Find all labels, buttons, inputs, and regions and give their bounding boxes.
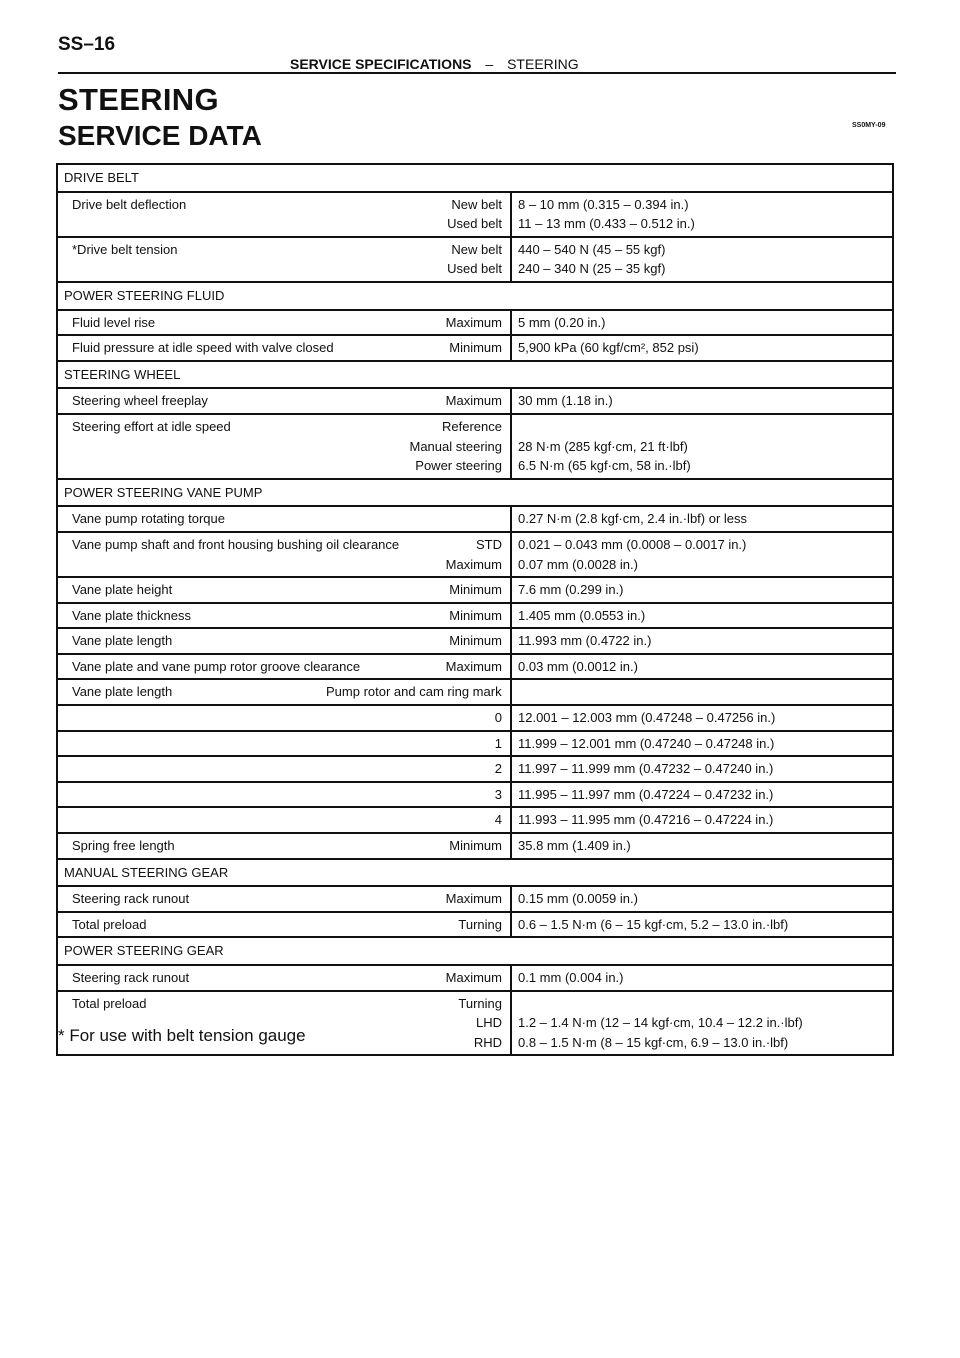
spec-condition: New belt [451, 241, 502, 257]
section-title: STEERING WHEEL [57, 361, 893, 389]
spec-value-cell [511, 991, 893, 1056]
service-data-table [56, 163, 894, 1056]
spec-condition: Minimum [449, 838, 502, 854]
table-row [57, 756, 893, 782]
spec-label: Total preload [72, 916, 147, 932]
spec-value: 11 – 13 mm (0.433 – 0.512 in.) [518, 216, 695, 232]
table-row [57, 807, 893, 833]
spec-label-cell [57, 912, 511, 938]
section-header-row [57, 479, 893, 507]
spec-sublabel: Pump rotor and cam ring mark [326, 684, 502, 700]
spec-value-cell [511, 310, 893, 336]
spec-value-cell [511, 965, 893, 991]
spec-label-cell [57, 577, 511, 603]
spec-condition: Maximum [445, 970, 502, 985]
section-title: POWER STEERING FLUID [57, 282, 893, 310]
spec-value: 7.6 mm (0.299 in.) [518, 582, 624, 598]
spec-value-cell [511, 807, 893, 833]
spec-condition: Maximum [445, 891, 502, 907]
table-row [57, 965, 893, 991]
spec-value: 0.07 mm (0.0028 in.) [518, 556, 638, 572]
spec-condition: Used belt [447, 216, 502, 232]
table-row [57, 414, 893, 479]
spec-value-cell [511, 335, 893, 361]
spec-label: Vane pump shaft and front housing bushing oil clearance [72, 536, 400, 552]
table-row [57, 628, 893, 654]
table-row [57, 192, 893, 237]
spec-value: 0.1 mm (0.004 in.) [518, 970, 624, 985]
section-header-row [57, 937, 893, 965]
spec-value: 0.021 – 0.043 mm (0.0008 – 0.0017 in.) [518, 536, 747, 552]
page-subtitle: SERVICE DATA [58, 120, 262, 151]
spec-value: 0.6 – 1.5 N·m (6 – 15 kgf·cm, 5.2 – 13.0 in.·lbf) [518, 916, 789, 932]
spec-condition: Power steering [415, 458, 502, 474]
table-row [57, 335, 893, 361]
spec-condition: STD [476, 536, 502, 552]
spec-label-cell [57, 603, 511, 629]
spec-label: Fluid pressure at idle speed with valve closed [72, 340, 334, 356]
section-title: POWER STEERING VANE PUMP [57, 479, 893, 507]
table-row [57, 705, 893, 731]
spec-value-cell [511, 833, 893, 859]
spec-label: Total preload [72, 995, 147, 1011]
table-row [57, 603, 893, 629]
section-title: POWER STEERING GEAR [57, 937, 893, 965]
spec-value-cell [511, 912, 893, 938]
spec-value: 240 – 340 N (25 – 35 kgf) [518, 261, 666, 277]
spec-value: 12.001 – 12.003 mm (0.47248 – 0.47256 in.) [518, 710, 776, 726]
spec-value: 11.997 – 11.999 mm (0.47232 – 0.47240 in.) [518, 761, 774, 777]
spec-label: Vane plate thickness [72, 607, 191, 623]
spec-value-cell [511, 388, 893, 414]
spec-label-cell [57, 807, 511, 833]
spec-value: 8 – 10 mm (0.315 – 0.394 in.) [518, 196, 689, 212]
table-row [57, 679, 893, 705]
section-header-row [57, 282, 893, 310]
table-row [57, 310, 893, 336]
table-row [57, 506, 893, 532]
spec-value: 0.03 mm (0.0012 in.) [518, 658, 638, 674]
page-title: STEERING [58, 82, 219, 117]
spec-label-cell [57, 414, 511, 479]
spec-label-cell [57, 654, 511, 680]
spec-value-cell [511, 756, 893, 782]
spec-value-cell [511, 654, 893, 680]
spec-value: 35.8 mm (1.409 in.) [518, 838, 631, 854]
header-topic: STEERING [507, 56, 579, 72]
table-row [57, 654, 893, 680]
spec-condition: Reference [442, 418, 502, 434]
running-header [290, 56, 579, 72]
spec-value: 1.405 mm (0.0553 in.) [518, 607, 646, 623]
spec-label: Steering rack runout [72, 891, 190, 907]
section-header-row [57, 164, 893, 192]
spec-value-cell [511, 237, 893, 282]
spec-value: 11.993 mm (0.4722 in.) [518, 633, 652, 649]
spec-value: 0.27 N·m (2.8 kgf·cm, 2.4 in.·lbf) or less [518, 511, 748, 527]
section-title: DRIVE BELT [57, 164, 893, 192]
spec-label: Steering rack runout [72, 970, 190, 985]
spec-condition: Maximum [445, 393, 502, 409]
spec-condition: New belt [451, 196, 502, 212]
document-code: SS0MY-09 [852, 122, 886, 129]
spec-label-cell [57, 388, 511, 414]
spec-label-cell [57, 886, 511, 912]
header-rule [58, 72, 896, 74]
spec-label-cell [57, 782, 511, 808]
spec-value: 440 – 540 N (45 – 55 kgf) [518, 241, 666, 257]
spec-label-cell [57, 532, 511, 577]
spec-label: Vane plate length [72, 684, 173, 700]
spec-condition: Minimum [449, 582, 502, 598]
spec-value: 0.8 – 1.5 N·m (8 – 15 kgf·cm, 6.9 – 13.0 in.·lbf) [518, 1034, 789, 1050]
page-number: SS–16 [58, 34, 116, 55]
spec-value-cell [511, 731, 893, 757]
spec-label-cell [57, 833, 511, 859]
section-title: MANUAL STEERING GEAR [57, 859, 893, 887]
spec-label-cell [57, 731, 511, 757]
table-row [57, 782, 893, 808]
spec-label-cell [57, 310, 511, 336]
header-section: SERVICE SPECIFICATIONS [290, 56, 472, 72]
spec-value: 11.999 – 12.001 mm (0.47240 – 0.47248 in.) [518, 735, 775, 751]
header-separator: – [485, 56, 494, 72]
spec-condition: 4 [494, 812, 502, 828]
table-row [57, 388, 893, 414]
spec-label: Vane plate height [72, 582, 173, 598]
spec-label-cell [57, 628, 511, 654]
spec-label: *Drive belt tension [72, 241, 178, 257]
spec-label: Steering effort at idle speed [72, 418, 231, 434]
spec-value: 6.5 N·m (65 kgf·cm, 58 in.·lbf) [518, 458, 691, 474]
spec-condition: Manual steering [409, 438, 502, 454]
spec-value: 11.993 – 11.995 mm (0.47216 – 0.47224 in.) [518, 812, 774, 828]
spec-label-cell [57, 705, 511, 731]
spec-label: Drive belt deflection [72, 196, 187, 212]
spec-condition: Maximum [445, 314, 502, 330]
spec-condition: Minimum [449, 633, 502, 649]
spec-label-cell [57, 965, 511, 991]
spec-condition: Turning [458, 995, 502, 1011]
spec-condition: 3 [494, 786, 502, 802]
spec-label-cell [57, 237, 511, 282]
spec-value [518, 682, 886, 702]
spec-value: 5 mm (0.20 in.) [518, 314, 606, 330]
footnote: * For use with belt tension gauge [58, 1026, 306, 1045]
spec-label: Vane plate length [72, 633, 173, 649]
table-row [57, 731, 893, 757]
spec-value-cell [511, 506, 893, 532]
spec-value-cell [511, 886, 893, 912]
spec-value-cell [511, 603, 893, 629]
spec-value-cell [511, 414, 893, 479]
spec-label: Vane pump rotating torque [72, 511, 225, 527]
spec-condition: LHD [475, 1015, 502, 1031]
spec-value-cell [511, 679, 893, 705]
spec-value-cell [511, 782, 893, 808]
spec-condition: Used belt [447, 261, 502, 277]
spec-label: Spring free length [72, 838, 175, 854]
spec-condition: 0 [494, 710, 502, 726]
spec-condition: RHD [473, 1034, 502, 1050]
spec-label: Vane plate and vane pump rotor groove clearance [72, 658, 361, 674]
section-header-row [57, 859, 893, 887]
spec-condition: Minimum [449, 340, 502, 356]
spec-condition: Minimum [449, 607, 502, 623]
spec-condition: Turning [458, 916, 502, 932]
table-row [57, 833, 893, 859]
spec-label-cell [57, 506, 511, 532]
spec-value-cell [511, 628, 893, 654]
spec-value-cell [511, 577, 893, 603]
spec-label-cell [57, 756, 511, 782]
spec-condition: Maximum [445, 556, 502, 572]
spec-label-cell [57, 679, 511, 705]
table-row [57, 237, 893, 282]
spec-label: Steering wheel freeplay [72, 393, 208, 409]
spec-condition: 1 [494, 735, 502, 751]
spec-value: 30 mm (1.18 in.) [518, 393, 613, 409]
spec-value: 5,900 kPa (60 kgf/cm², 852 psi) [518, 340, 699, 356]
spec-condition: Maximum [445, 658, 502, 674]
spec-value: 1.2 – 1.4 N·m (12 – 14 kgf·cm, 10.4 – 12.2 in.·lbf) [518, 1015, 803, 1031]
table-row [57, 912, 893, 938]
spec-value-cell [511, 705, 893, 731]
table-row [57, 532, 893, 577]
spec-label-cell [57, 192, 511, 237]
service-data-body [57, 164, 893, 1055]
table-row [57, 886, 893, 912]
spec-value [518, 994, 886, 1014]
spec-value: 0.15 mm (0.0059 in.) [518, 891, 638, 907]
spec-label: Fluid level rise [72, 314, 156, 330]
spec-value-cell [511, 532, 893, 577]
spec-value: 28 N·m (285 kgf·cm, 21 ft·lbf) [518, 438, 688, 454]
spec-value [518, 417, 886, 437]
spec-label-cell [57, 335, 511, 361]
spec-value-cell [511, 192, 893, 237]
spec-value: 11.995 – 11.997 mm (0.47224 – 0.47232 in.) [518, 786, 774, 802]
spec-condition: 2 [494, 761, 502, 777]
table-row [57, 577, 893, 603]
section-header-row [57, 361, 893, 389]
